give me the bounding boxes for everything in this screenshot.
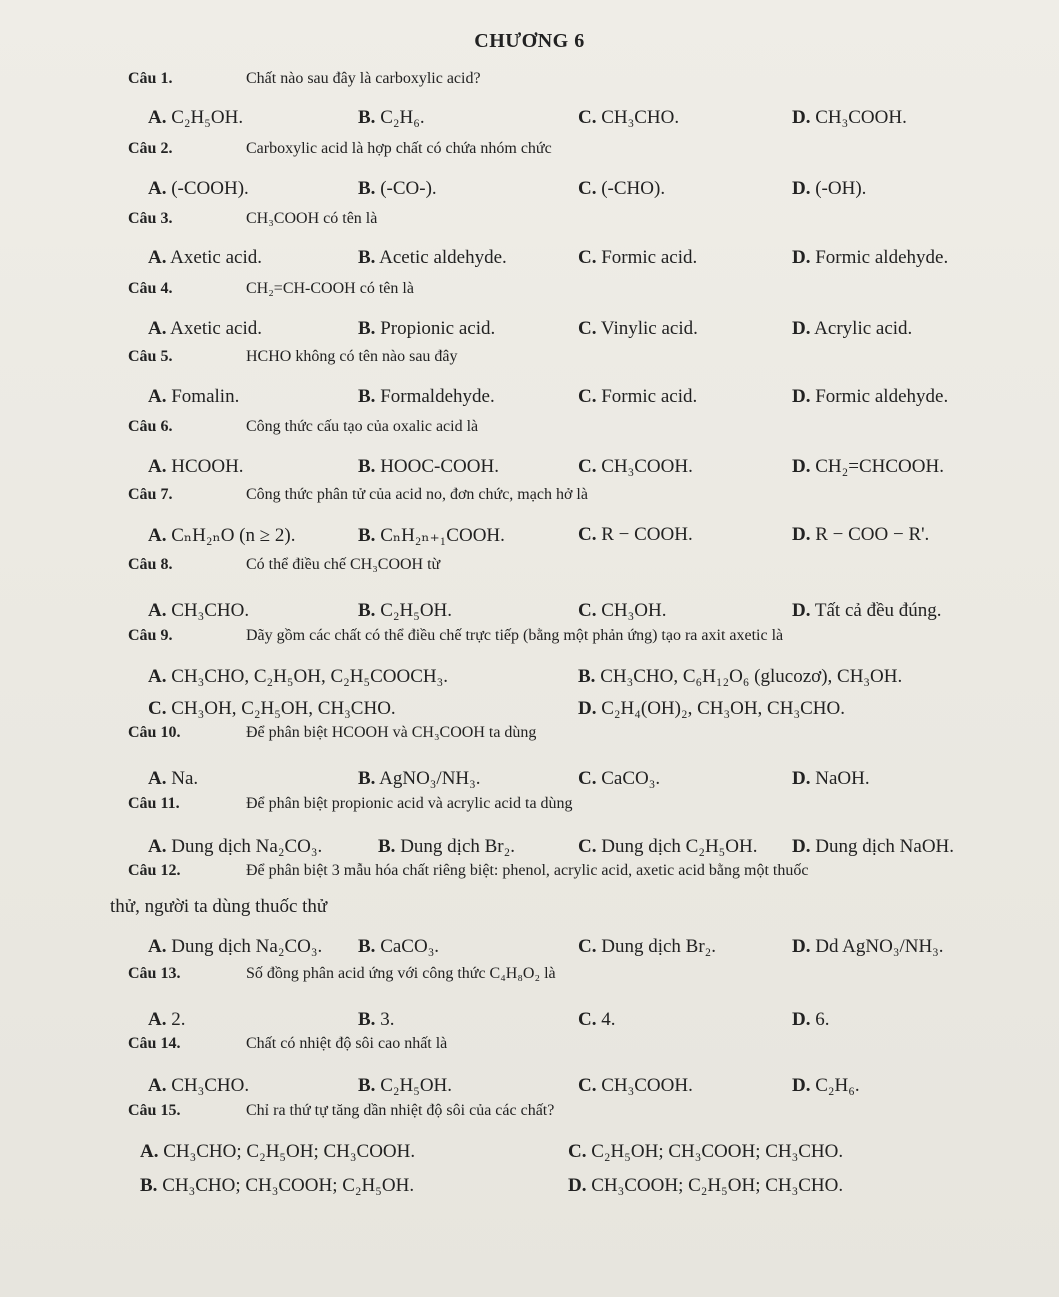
answer-option[interactable] (792, 1009, 829, 1031)
answer-option[interactable] (358, 318, 495, 340)
question-number: Câu 12. (128, 862, 181, 879)
question-number: Câu 1. (128, 70, 173, 87)
option-text: (-CO-). (375, 178, 437, 199)
answer-option[interactable] (358, 936, 439, 958)
option-text: CH₃CHO, C₆H₁₂O₆ (glucozơ), CH₃OH. (595, 666, 903, 687)
option-text: Na. (166, 768, 199, 789)
option-letter: B. (378, 836, 396, 857)
answer-option[interactable] (792, 600, 942, 622)
answer-option[interactable] (568, 1175, 843, 1197)
option-letter: D. (792, 1009, 811, 1030)
answer-option[interactable] (792, 178, 866, 200)
question-stem (128, 724, 536, 742)
option-letter: C. (578, 1075, 597, 1096)
question-stem (128, 627, 783, 645)
answer-option[interactable] (148, 247, 262, 269)
answer-option[interactable] (792, 107, 907, 129)
question-number: Câu 2. (128, 140, 173, 157)
option-text: CH₃COOH; C₂H₅OH; CH₃CHO. (586, 1175, 844, 1196)
question-number: Câu 10. (128, 724, 181, 741)
answer-option[interactable] (148, 698, 396, 720)
option-letter: D. (568, 1175, 587, 1196)
answer-option[interactable] (578, 524, 693, 546)
option-text: C₂H₅OH; CH₃COOH; CH₃CHO. (586, 1141, 844, 1162)
option-letter: B. (358, 386, 376, 407)
option-text: 4. (596, 1009, 616, 1030)
option-text: (-OH). (810, 178, 867, 199)
option-letter: C. (578, 107, 597, 128)
answer-option[interactable] (358, 768, 481, 790)
answer-option[interactable] (148, 178, 249, 200)
option-text: Formic acid. (596, 386, 698, 407)
answer-option[interactable] (792, 1075, 860, 1097)
question-number: Câu 15. (128, 1102, 181, 1119)
option-text: C₂H₅OH. (375, 1075, 453, 1096)
option-letter: B. (358, 456, 376, 477)
answer-option[interactable] (792, 318, 912, 340)
question-text: CH₂=CH-COOH có tên là (246, 280, 414, 297)
question-text: Công thức cấu tạo của oxalic acid là (246, 418, 479, 435)
option-letter: D. (792, 456, 811, 477)
answer-option[interactable] (148, 456, 244, 478)
option-text: CH₃CHO; CH₃COOH; C₂H₅OH. (157, 1175, 415, 1196)
answer-option[interactable] (148, 524, 296, 547)
option-text: Fomalin. (166, 386, 240, 407)
question-text: Để phân biệt HCOOH và CH₃COOH ta dùng (246, 724, 537, 741)
option-letter: D. (792, 1075, 811, 1096)
question-number: Câu 4. (128, 280, 173, 297)
question-stem (128, 348, 458, 366)
option-letter: B. (358, 178, 376, 199)
option-text: Formaldehyde. (375, 386, 495, 407)
option-text: CH₃COOH. (596, 456, 693, 477)
answer-option[interactable] (792, 456, 944, 478)
option-letter: C. (578, 768, 597, 789)
option-text: CaCO₃. (596, 768, 661, 789)
option-text: HOOC-COOH. (375, 456, 499, 477)
option-letter: A. (140, 1141, 159, 1162)
question-number: Câu 5. (128, 348, 173, 365)
option-text: C₂H₅OH. (375, 600, 453, 621)
option-letter: D. (792, 768, 811, 789)
question-text: Carboxylic acid là hợp chất có chứa nhóm chức (246, 140, 552, 157)
question-text-continued: thử, người ta dùng thuốc thử (110, 896, 328, 917)
question-text: Số đồng phân acid ứng với công thức C₄H₈O₂ là (246, 965, 556, 982)
question-text: Có thể điều chế CH₃COOH từ (246, 556, 441, 573)
answer-option[interactable] (792, 386, 948, 408)
option-text: CH₃CHO, C₂H₅OH, C₂H₅COOCH₃. (166, 666, 448, 687)
option-letter: C. (578, 386, 597, 407)
question-number: Câu 9. (128, 627, 173, 644)
option-text: Tất cả đều đúng. (810, 600, 942, 621)
option-text: CH₃COOH. (596, 1075, 693, 1096)
option-letter: B. (358, 107, 376, 128)
answer-option[interactable] (578, 1075, 693, 1097)
option-text: AgNO₃/NH₃. (375, 768, 481, 789)
option-letter: D. (792, 107, 811, 128)
question-number: Câu 13. (128, 965, 181, 982)
question-stem (128, 862, 808, 880)
option-text: HCOOH. (166, 456, 244, 477)
answer-option[interactable] (148, 836, 322, 858)
option-letter: B. (358, 768, 376, 789)
question-stem (128, 1102, 554, 1120)
answer-option[interactable] (578, 386, 697, 408)
question-text: HCHO không có tên nào sau đây (246, 348, 458, 365)
option-text: Dung dịch Na₂CO₃. (166, 936, 323, 957)
question-number: Câu 14. (128, 1035, 181, 1052)
answer-option[interactable] (578, 936, 716, 958)
answer-option[interactable] (578, 456, 693, 478)
option-text: Propionic acid. (375, 318, 496, 339)
option-text: 3. (375, 1009, 395, 1030)
answer-option[interactable] (358, 1075, 452, 1097)
question-stem (128, 965, 556, 983)
option-letter: A. (148, 1075, 167, 1096)
question-text: Để phân biệt propionic acid và acrylic acid ta dùng (246, 795, 573, 812)
answer-option[interactable] (148, 1009, 185, 1031)
option-letter: A. (148, 178, 167, 199)
answer-option[interactable] (148, 107, 243, 129)
option-text: Axetic acid. (166, 318, 262, 339)
option-text: Vinylic acid. (596, 318, 698, 339)
question-number: Câu 8. (128, 556, 173, 573)
option-text: Dung dịch C₂H₅OH. (596, 836, 758, 857)
option-letter: C. (578, 936, 597, 957)
question-number: Câu 7. (128, 486, 173, 503)
question-text: CH₃COOH có tên là (246, 210, 378, 227)
option-text: CH₃CHO. (166, 600, 250, 621)
option-letter: B. (140, 1175, 158, 1196)
answer-option[interactable] (578, 698, 845, 720)
answer-option[interactable] (148, 318, 262, 340)
chapter-title: CHƯƠNG 6 (474, 30, 585, 52)
option-text: CH₃CHO. (166, 1075, 250, 1096)
option-letter: C. (568, 1141, 587, 1162)
question-number: Câu 11. (128, 795, 180, 812)
option-letter: B. (358, 1075, 376, 1096)
option-text: CₙH₂ₙO (n ≥ 2). (166, 525, 296, 546)
answer-option[interactable] (148, 1075, 249, 1097)
question-text: Dãy gồm các chất có thể điều chế trực tiếp (bằng một phản ứng) tạo ra axit axetic là (246, 627, 784, 644)
option-letter: A. (148, 768, 167, 789)
option-letter: A. (148, 247, 167, 268)
option-letter: C. (578, 456, 597, 477)
answer-option[interactable] (358, 1009, 394, 1031)
option-text: NaOH. (810, 768, 870, 789)
option-text: (-COOH). (166, 178, 249, 199)
answer-option[interactable] (358, 386, 495, 408)
question-stem (128, 280, 414, 298)
option-letter: B. (358, 247, 376, 268)
option-letter: D. (792, 600, 811, 621)
question-stem (128, 795, 573, 813)
option-letter: D. (792, 386, 811, 407)
option-text: C₂H₅OH. (166, 107, 244, 128)
option-text: (-CHO). (596, 178, 666, 199)
question-text: Chất có nhiệt độ sôi cao nhất là (246, 1035, 448, 1052)
answer-option[interactable] (148, 386, 239, 408)
option-letter: C. (578, 247, 597, 268)
answer-option[interactable] (792, 936, 944, 958)
answer-option[interactable] (358, 178, 437, 200)
option-letter: C. (578, 836, 597, 857)
answer-option[interactable] (578, 666, 902, 688)
question-number: Câu 3. (128, 210, 173, 227)
question-stem (128, 1035, 447, 1053)
option-letter: C. (578, 600, 597, 621)
question-stem (128, 70, 481, 88)
option-letter: C. (148, 698, 167, 719)
answer-option[interactable] (140, 1175, 414, 1197)
answer-option[interactable] (378, 836, 515, 858)
option-letter: D. (792, 836, 811, 857)
answer-option[interactable] (578, 600, 666, 622)
option-text: CH₃CHO; C₂H₅OH; CH₃COOH. (158, 1141, 416, 1162)
answer-option[interactable] (578, 768, 660, 790)
question-stem (128, 210, 377, 228)
option-letter: D. (792, 936, 811, 957)
question-stem (128, 418, 478, 436)
option-text: Formic aldehyde. (810, 386, 949, 407)
question-stem (128, 140, 552, 158)
question-number: Câu 6. (128, 418, 173, 435)
option-letter: D. (792, 524, 811, 545)
option-letter: A. (148, 600, 167, 621)
option-letter: A. (148, 318, 167, 339)
option-letter: A. (148, 456, 167, 477)
option-text: C₂H₆. (810, 1075, 860, 1096)
option-letter: B. (358, 936, 376, 957)
answer-option[interactable] (358, 600, 452, 622)
option-text: CH₃OH. (596, 600, 667, 621)
answer-option[interactable] (792, 524, 929, 546)
answer-option[interactable] (358, 107, 425, 129)
question-text: Chất nào sau đây là carboxylic acid? (246, 70, 481, 87)
option-text: CH₂=CHCOOH. (810, 456, 944, 477)
option-letter: A. (148, 386, 167, 407)
option-letter: A. (148, 525, 167, 546)
option-text: Dung dịch NaOH. (810, 836, 955, 857)
option-letter: C. (578, 318, 597, 339)
question-stem (128, 556, 440, 574)
question-text: Công thức phân tử của acid no, đơn chức, mạch hở là (246, 486, 588, 503)
answer-option[interactable] (578, 836, 758, 858)
answer-option[interactable] (358, 456, 499, 478)
option-letter: C. (578, 1009, 597, 1030)
option-letter: D. (578, 698, 597, 719)
option-text: 6. (810, 1009, 830, 1030)
answer-option[interactable] (578, 107, 679, 129)
answer-option[interactable] (578, 1009, 615, 1031)
option-text: Acrylic acid. (810, 318, 913, 339)
option-text: CH₃CHO. (596, 107, 680, 128)
option-letter: B. (358, 1009, 376, 1030)
answer-option[interactable] (568, 1141, 843, 1163)
option-letter: A. (148, 107, 167, 128)
option-letter: B. (358, 318, 376, 339)
option-text: CₙH₂ₙ₊₁COOH. (375, 525, 505, 546)
answer-option[interactable] (792, 247, 948, 269)
option-text: C₂H₆. (375, 107, 425, 128)
answer-option[interactable] (358, 524, 505, 547)
answer-option[interactable] (578, 318, 698, 340)
option-text: CH₃OH, C₂H₅OH, CH₃CHO. (166, 698, 396, 719)
option-text: Formic aldehyde. (810, 247, 949, 268)
option-text: Dung dịch Na₂CO₃. (166, 836, 323, 857)
option-text: R − COOH. (596, 524, 693, 545)
option-text: C₂H₄(OH)₂, CH₃OH, CH₃CHO. (596, 698, 845, 719)
answer-option[interactable] (148, 666, 448, 688)
answer-option[interactable] (578, 178, 665, 200)
option-letter: A. (148, 936, 167, 957)
question-stem (128, 486, 588, 504)
answer-option[interactable] (140, 1141, 415, 1163)
option-text: Dung dịch Br₂. (395, 836, 515, 857)
option-text: R − COO − R'. (810, 524, 930, 545)
option-letter: D. (792, 247, 811, 268)
option-letter: B. (358, 600, 376, 621)
option-letter: B. (578, 666, 596, 687)
option-text: CaCO₃. (375, 936, 440, 957)
answer-option[interactable] (148, 600, 249, 622)
option-text: Formic acid. (596, 247, 698, 268)
option-letter: D. (792, 318, 811, 339)
option-text: Dd AgNO₃/NH₃. (810, 936, 944, 957)
option-text: Dung dịch Br₂. (596, 936, 717, 957)
option-letter: C. (578, 524, 597, 545)
option-letter: A. (148, 836, 167, 857)
answer-option[interactable] (358, 247, 507, 269)
answer-option[interactable] (792, 836, 954, 858)
option-text: CH₃COOH. (810, 107, 907, 128)
question-text: Chỉ ra thứ tự tăng dần nhiệt độ sôi của các chất? (246, 1102, 555, 1119)
option-letter: A. (148, 666, 167, 687)
answer-option[interactable] (148, 936, 322, 958)
answer-option[interactable] (792, 768, 870, 790)
option-text: Acetic aldehyde. (375, 247, 507, 268)
option-letter: C. (578, 178, 597, 199)
answer-option[interactable] (578, 247, 697, 269)
answer-option[interactable] (148, 768, 198, 790)
option-text: 2. (166, 1009, 186, 1030)
question-text: Để phân biệt 3 mẫu hóa chất riêng biệt: phenol, acrylic acid, axetic acid bằng một thuốc (246, 862, 809, 879)
option-letter: D. (792, 178, 811, 199)
option-letter: B. (358, 525, 376, 546)
option-letter: A. (148, 1009, 167, 1030)
option-text: Axetic acid. (166, 247, 262, 268)
